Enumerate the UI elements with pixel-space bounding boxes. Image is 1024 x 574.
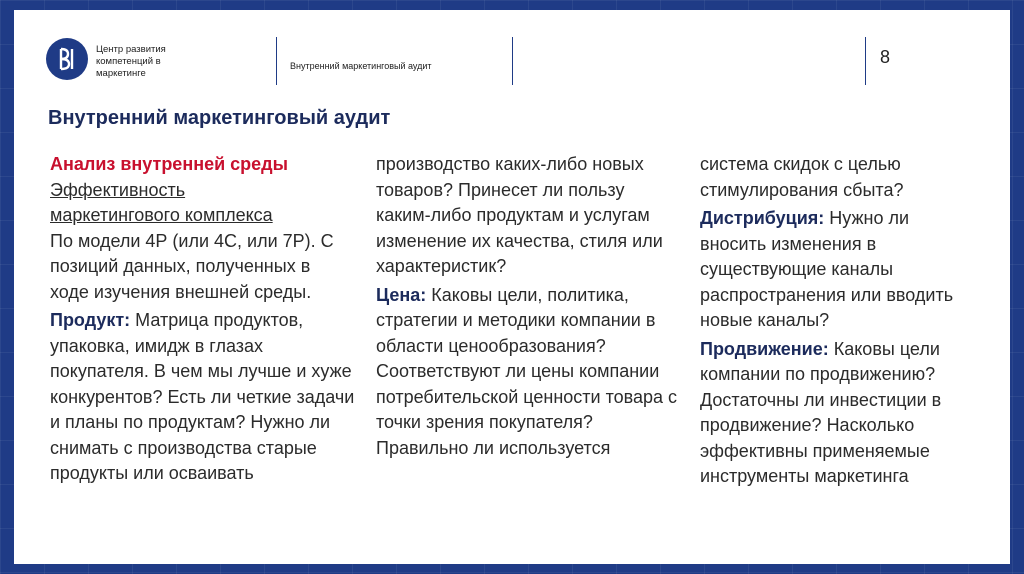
header-divider-2 [512, 37, 513, 85]
intro-paragraph: По модели 4Р (или 4С, или 7Р). С позиций данных, полученных в ходе изучения внешней среды. [50, 230, 334, 302]
product-paragraph [50, 308, 355, 487]
column-3 [700, 152, 1000, 493]
price-paragraph [376, 283, 681, 462]
price-label: Цена: [376, 284, 427, 305]
subheading-line-1: Эффективность [50, 179, 186, 200]
section-heading: Анализ внутренней среды [50, 154, 288, 174]
subheading-line-2: маркетингового комплекса [50, 205, 273, 225]
product-text: Матрица продуктов, упаковка, имидж в глазах покупателя. В чем мы лучше и хуже конкурентов? Есть ли четкие задачи и планы по продуктам? Нужно ли снимать с производства старые продукты или осваивать [50, 310, 355, 483]
header-divider-1 [276, 37, 277, 85]
price-continued: система скидок с целью стимулирования сбыта? [700, 154, 904, 200]
hse-logo-icon [46, 38, 88, 80]
org-line-3: маркетинге [96, 68, 146, 79]
distribution-paragraph [700, 206, 970, 334]
promotion-label: Продвижение: [700, 338, 829, 359]
product-label: Продукт: [50, 310, 131, 330]
header-section-title: Внутренний маркетинговый аудит [290, 61, 432, 71]
column-2 [376, 152, 686, 464]
header-divider-3 [865, 37, 866, 85]
org-name [96, 44, 216, 80]
price-text: Каковы цели, политика, стратегии и методики компании в области ценообразования? Соответствуют ли цены компании потребительской ценности товара с точки зрения покупателя? Правильно ли используется [376, 284, 678, 458]
page-number: 8 [880, 47, 891, 67]
promotion-paragraph [700, 337, 995, 490]
org-line-2: компетенций в [96, 56, 161, 67]
distribution-text: Нужно ли вносить изменения в существующие каналы распространения или вводить новые каналы? [700, 208, 954, 330]
distribution-label: Дистрибуция: [700, 208, 825, 228]
product-continued: производство каких-либо новых товаров? Принесет ли пользу каким-либо продуктам и услугам изменение их качества, стиля или характеристик? [376, 154, 663, 276]
slide [14, 10, 1010, 564]
slide-title: Внутренний маркетинговый аудит [48, 107, 391, 129]
column-1 [50, 152, 360, 490]
org-line-1: Центр развития [96, 44, 166, 55]
promotion-text: Каковы цели компании по продвижению? Достаточны ли инвестиции в продвижение? Насколько эффективны применяемые инструменты маркетинга [700, 338, 942, 486]
